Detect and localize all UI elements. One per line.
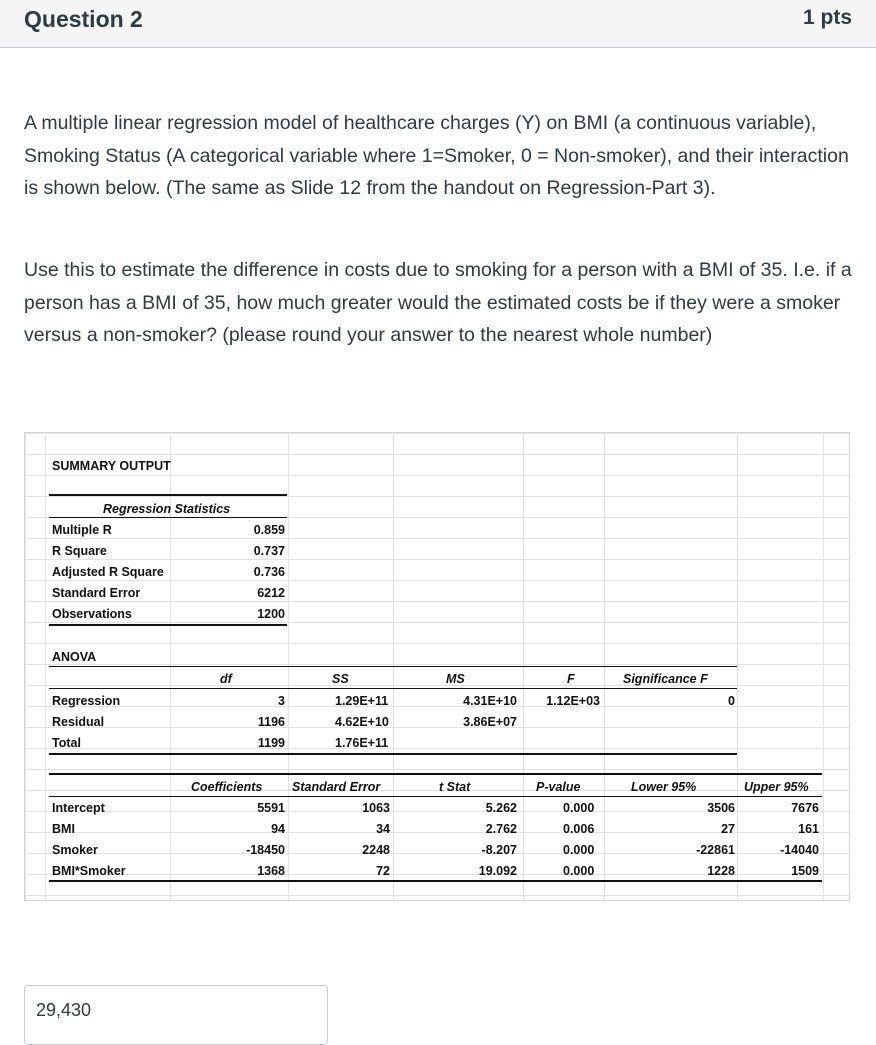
anova-sig: 0 <box>728 694 735 708</box>
coef-row-label: Smoker <box>52 843 98 857</box>
summary-title: SUMMARY OUTPUT <box>52 459 171 473</box>
anova-df: 1199 <box>257 736 285 750</box>
coef-header: t Stat <box>439 780 471 794</box>
coef-lower: -22861 <box>696 843 735 857</box>
coef-t: 19.092 <box>478 864 517 878</box>
stat-value: 6212 <box>257 586 285 600</box>
coef-upper: -14040 <box>780 843 819 857</box>
coef-lower: 3506 <box>707 801 735 815</box>
question-header <box>0 0 876 48</box>
coef-se: 72 <box>376 864 390 878</box>
regression-statistics-header: Regression Statistics <box>103 502 231 516</box>
anova-row-label: Regression <box>52 694 121 708</box>
anova-df: 1196 <box>257 715 285 729</box>
regression-output-image <box>24 432 850 901</box>
coef-upper: 7676 <box>791 801 819 815</box>
answer-value: 29,430 <box>36 1000 92 1020</box>
anova-ms: 4.31E+10 <box>463 694 517 708</box>
coef-row-label: BMI*Smoker <box>52 864 126 878</box>
stat-value: 0.859 <box>253 523 285 537</box>
coef-header: Standard Error <box>292 780 381 794</box>
answer-input[interactable] <box>24 985 328 1045</box>
anova-title: ANOVA <box>52 650 97 664</box>
question-paragraph-2: Use this to estimate the difference in costs due to smoking for a person with a BMI of 35. I.e. if a person has a BMI of 35, how much greater would the estimated costs be if they were a smoker versus a non-smoker? (please round your answer to the nearest whole number) <box>24 259 852 346</box>
coef-header: Coefficients <box>191 780 263 794</box>
coef-lower: 1228 <box>707 864 735 878</box>
stat-value: 0.737 <box>253 544 285 558</box>
anova-header-df: df <box>220 672 232 686</box>
coef-header: Upper 95% <box>744 780 809 794</box>
stat-value: 0.736 <box>253 565 285 579</box>
question-points: 1 pts <box>802 6 852 29</box>
anova-df: 3 <box>278 694 285 708</box>
coef-row-label: BMI <box>52 822 75 836</box>
coef-t: 5.262 <box>485 801 517 815</box>
stat-label: Multiple R <box>52 523 112 537</box>
coef-t: -8.207 <box>481 843 517 857</box>
anova-header-f: F <box>567 672 575 686</box>
stat-value: 1200 <box>257 607 285 621</box>
coef-upper: 161 <box>798 822 819 836</box>
anova-row-label: Total <box>52 736 81 750</box>
coef-header: Lower 95% <box>631 780 697 794</box>
coef-t: 2.762 <box>485 822 517 836</box>
question-title: Question 2 <box>24 6 143 32</box>
coef-value: 94 <box>271 822 285 836</box>
anova-header-ms: MS <box>446 672 465 686</box>
coef-lower: 27 <box>721 822 735 836</box>
coef-row-label: Intercept <box>52 801 105 815</box>
anova-row-label: Residual <box>52 715 105 729</box>
coef-p: 0.006 <box>563 822 595 836</box>
coef-p: 0.000 <box>563 843 595 857</box>
anova-header-ss: SS <box>332 672 349 686</box>
anova-ss: 1.76E+11 <box>335 736 389 750</box>
stat-label: Standard Error <box>52 586 141 600</box>
coef-se: 2248 <box>362 843 390 857</box>
stat-label: Adjusted R Square <box>52 565 164 579</box>
stat-label: R Square <box>52 544 107 558</box>
question-paragraph-1: A multiple linear regression model of healthcare charges (Y) on BMI (a continuous variable), Smoking Status (A categorical variable where 1=Smoker, 0 = Non-smoker), and their interaction is shown below. (The same as Slide 12 from the handout on Regression-Part 3). <box>24 112 849 199</box>
coef-value: 5591 <box>257 801 285 815</box>
anova-f: 1.12E+03 <box>546 694 600 708</box>
anova-ms: 3.86E+07 <box>463 715 517 729</box>
anova-ss: 1.29E+11 <box>335 694 389 708</box>
coef-se: 1063 <box>362 801 390 815</box>
anova-header-sig: Significance F <box>623 672 708 686</box>
anova-ss: 4.62E+10 <box>335 715 389 729</box>
coef-p: 0.000 <box>563 801 595 815</box>
coef-se: 34 <box>376 822 390 836</box>
coef-upper: 1509 <box>791 864 819 878</box>
coef-header: P-value <box>536 780 581 794</box>
stat-label: Observations <box>52 607 132 621</box>
coef-value: 1368 <box>257 864 285 878</box>
coef-value: -18450 <box>246 843 285 857</box>
coef-p: 0.000 <box>563 864 595 878</box>
